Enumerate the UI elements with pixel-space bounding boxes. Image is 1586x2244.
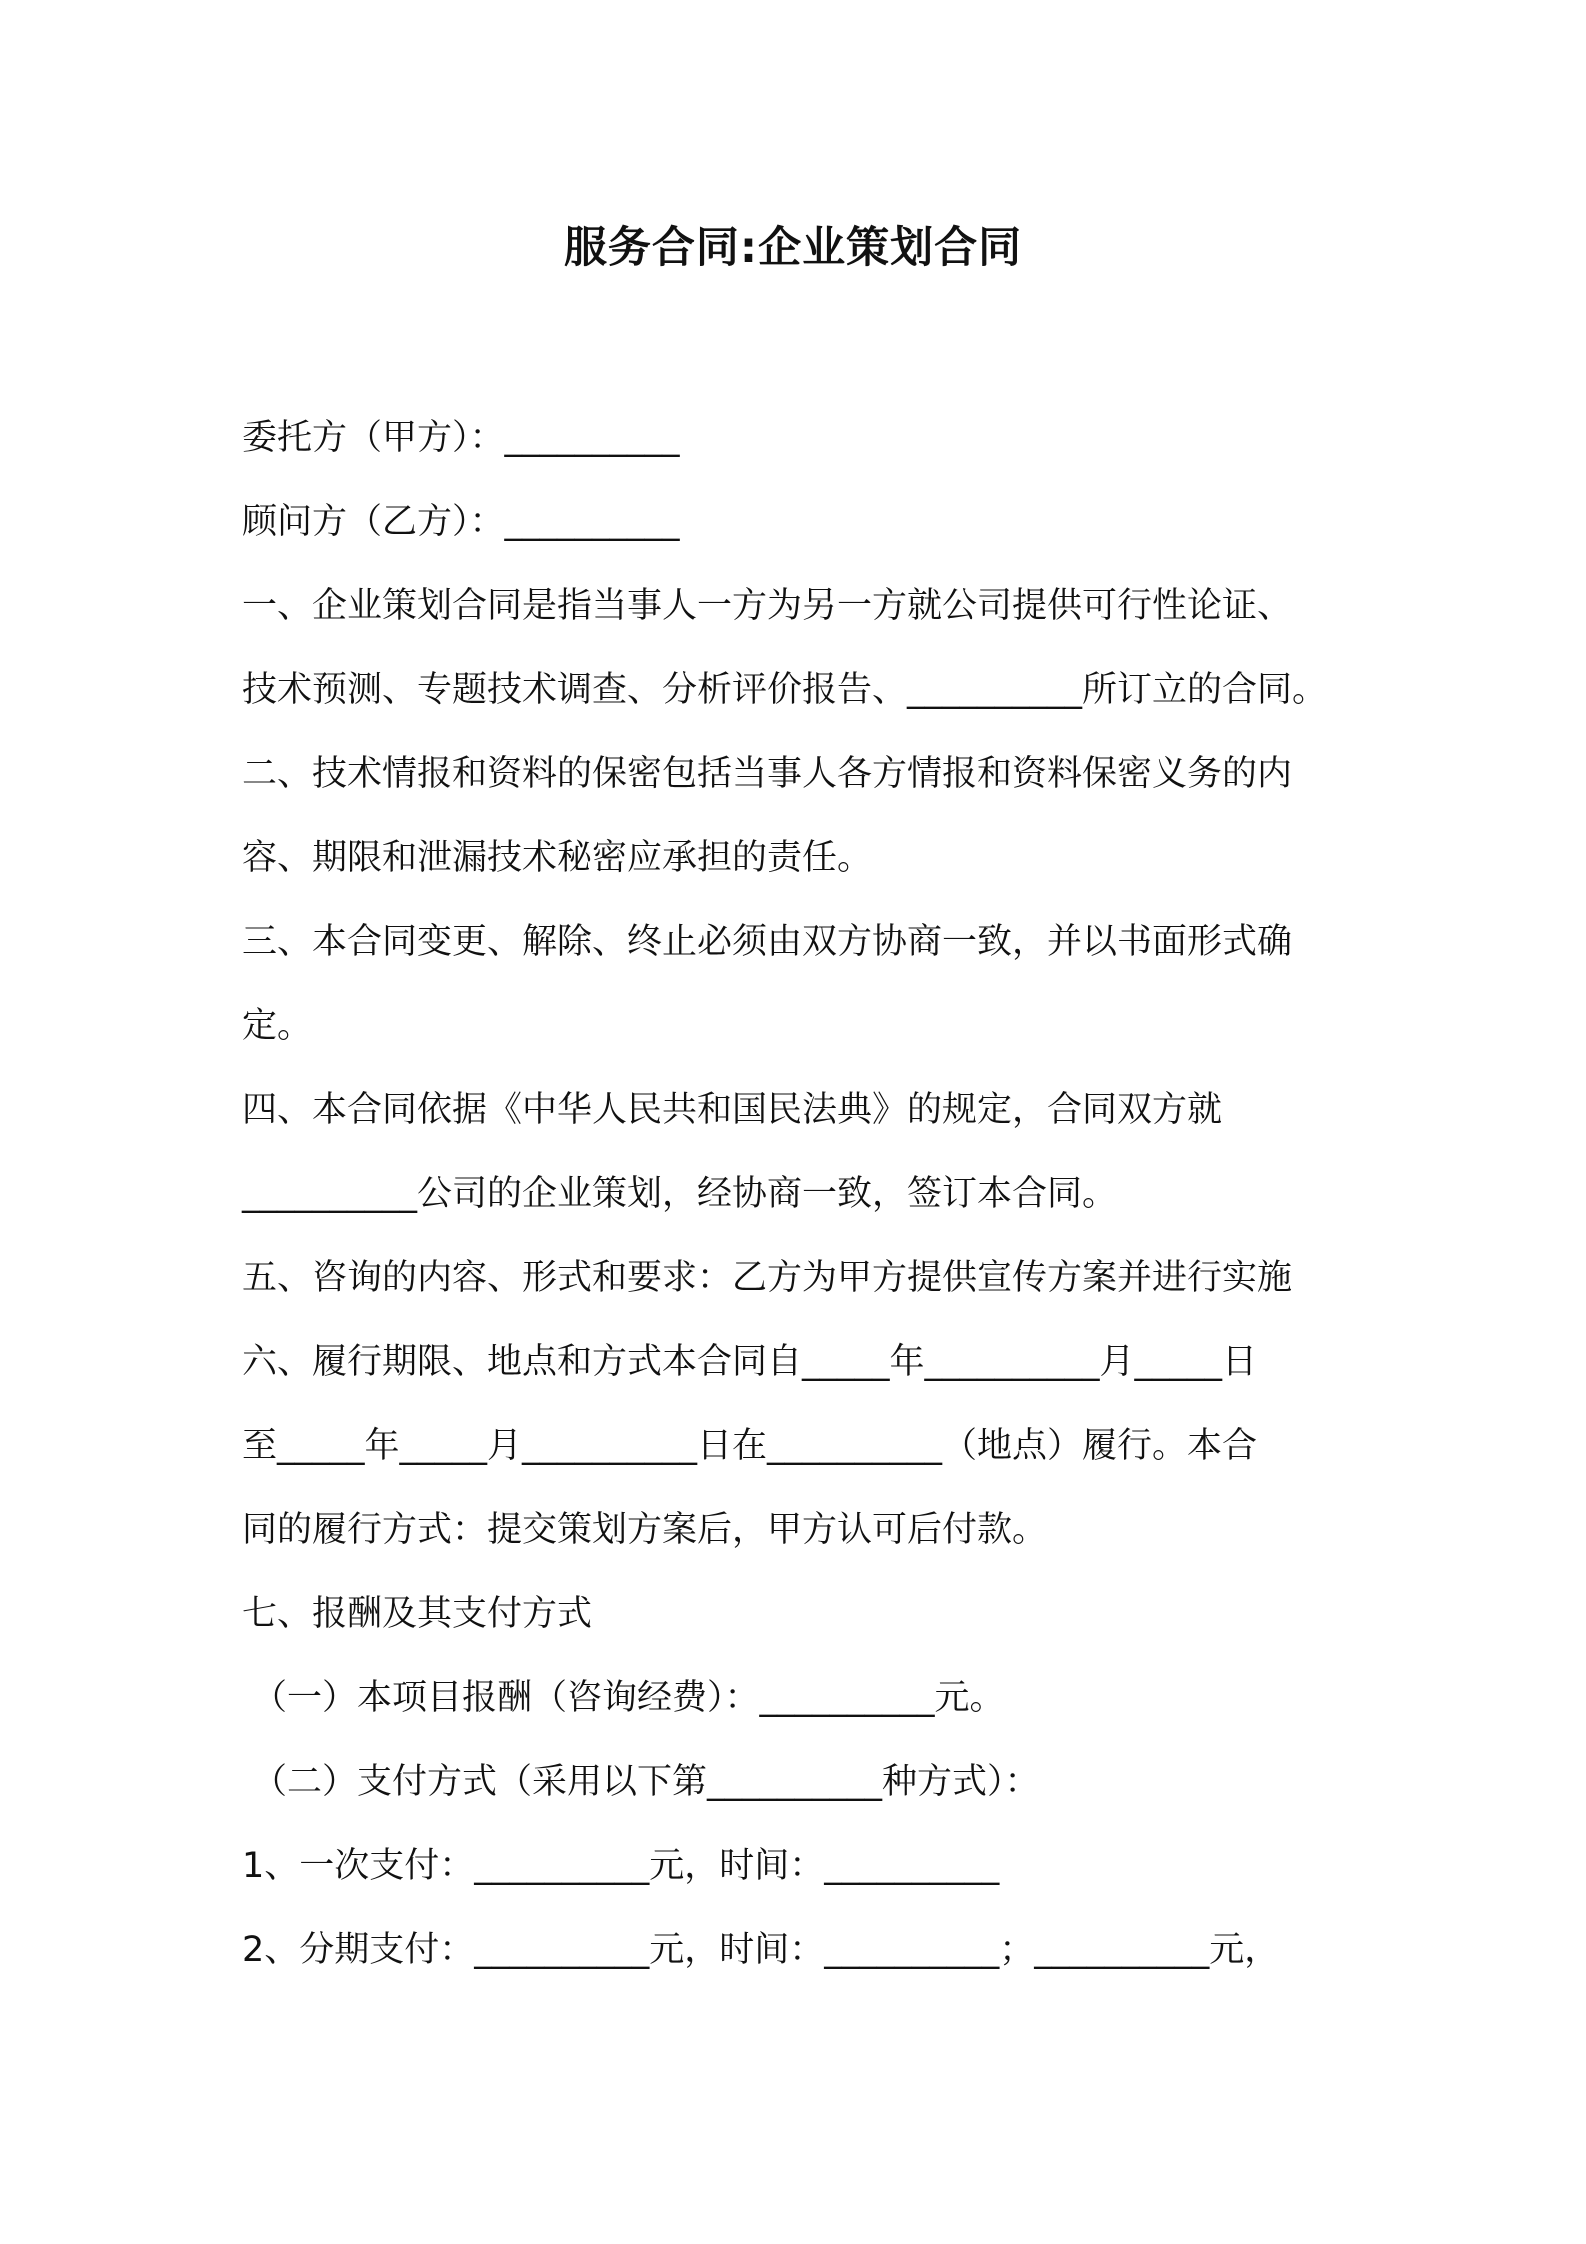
clause-2-line-1: 二、技术情报和资料的保密包括当事人各方情报和资料保密义务的内: [242, 754, 1293, 794]
clause-5-line-1: 五、咨询的内容、形式和要求：乙方为甲方提供宣传方案并进行实施: [242, 1258, 1293, 1298]
party-a-line: 委托方（甲方）：__________: [242, 418, 680, 458]
clause-4-line-1: 四、本合同依据《中华人民共和国民法典》的规定，合同双方就: [242, 1090, 1223, 1130]
clause-3-line-2: 定。: [242, 1006, 313, 1046]
clause-4-line-2: __________公司的企业策划，经协商一致，签订本合同。: [242, 1174, 1118, 1214]
clause-7-item-2: （二）支付方式（采用以下第__________种方式）：: [252, 1762, 1040, 1802]
document-body: [242, 408, 1362, 2004]
payment-option-1: 1、一次支付：__________元，时间：__________: [242, 1846, 1000, 1886]
clause-3-line-1: 三、本合同变更、解除、终止必须由双方协商一致，并以书面形式确: [242, 922, 1293, 962]
document-title: 服务合同:企业策划合同: [563, 223, 1023, 273]
clause-6-line-1: 六、履行期限、地点和方式本合同自_____年__________月_____日: [242, 1342, 1258, 1382]
clause-7-heading: 七、报酬及其支付方式: [242, 1594, 593, 1634]
clause-6-line-3: 同的履行方式：提交策划方案后，甲方认可后付款。: [242, 1510, 1048, 1550]
party-b-line: 顾问方（乙方）：__________: [242, 502, 680, 542]
clause-1-line-1: 一、企业策划合同是指当事人一方为另一方就公司提供可行性论证、: [242, 586, 1293, 626]
payment-option-2: 2、分期支付：__________元，时间：__________；__________元，: [242, 1930, 1280, 1970]
clause-1-line-2: 技术预测、专题技术调查、分析评价报告、__________所订立的合同。: [242, 670, 1328, 710]
clause-6-line-2: 至_____年_____月__________日在__________（地点）履行。本合: [242, 1426, 1258, 1466]
clause-2-line-2: 容、期限和泄漏技术秘密应承担的责任。: [242, 838, 873, 878]
clause-7-item-1: （一）本项目报酬（咨询经费）：__________元。: [252, 1678, 1005, 1718]
